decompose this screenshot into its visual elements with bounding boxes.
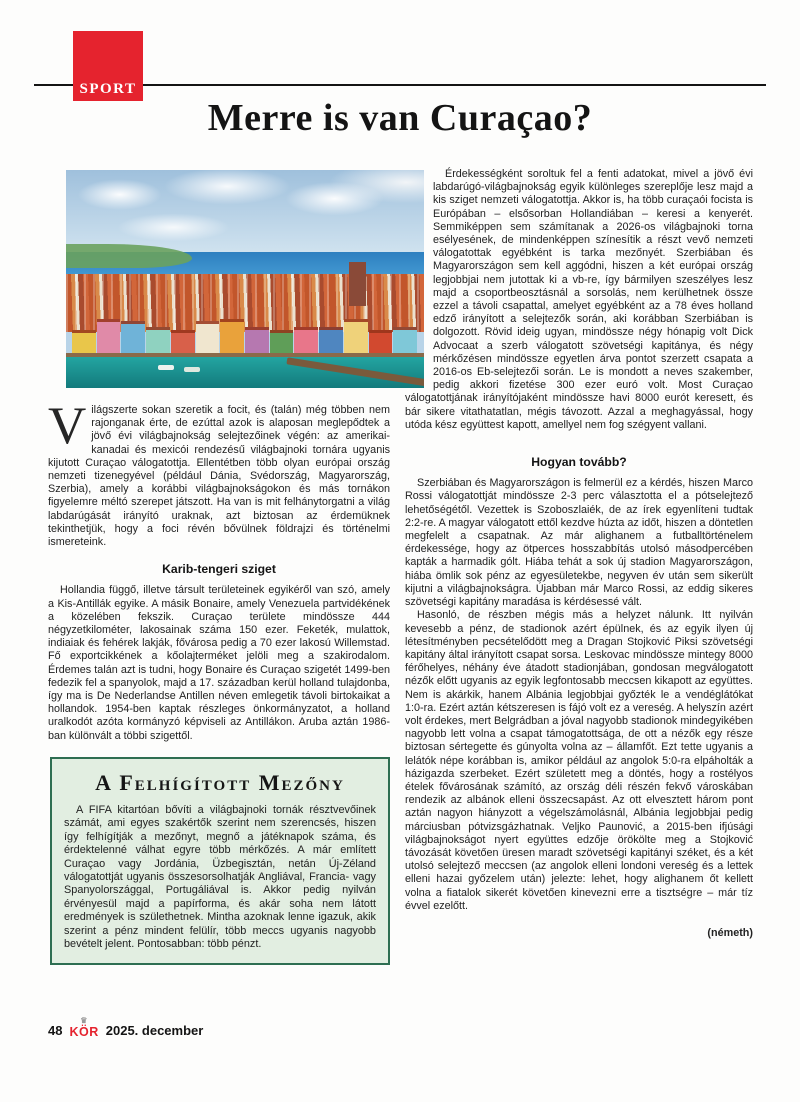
header-rule [34,84,766,86]
page-number: 48 [48,1022,63,1038]
page-footer [48,1016,204,1039]
curacao-photo [66,170,424,388]
kor-logo-text: KÖR [69,1025,99,1039]
sidebar-box [50,757,390,966]
intro-paragraph [48,397,390,549]
left-column [48,397,390,965]
kor-magazine-logo [69,1016,99,1039]
section-label: SPORT [79,81,137,97]
photo-sky [66,170,424,252]
photo-tower [349,262,366,306]
section-tab [73,31,143,101]
intro-text: ilágszerte sokan szeretik a focit, és (talán) még többen nem rajonganak érte, de ezúttal azok is alaposan meglepődtek a jövő évi világbajnokság selejtezőinek végén: az amerikai-kanadai és mexicói rendezésű világbajnoki tornára ugyanis kijutott Curaçao válogatottja. Ellentétben több olyan európai ország nemzeti tizenegyével (például Dánia, Svédország, Magyarország, Szerbia), amely a korábbi világbajnokságokon és más tornákon figyelemre méltó szerepet játszott. Ha van is mit felhánytorgatni a világ labdarúgását irányító uraknak, azt biztosan az érdemüknek tekinthetjük, hogy a foci révén bővülnek földrajzi és történelmi ismereteink. [48,404,390,549]
sidebar-box-title: A Felhígított Mezőny [95,769,345,795]
page-title: Merre is van Curaçao? [207,97,593,139]
subhead-karib: Karib-tengeri sziget [162,562,276,577]
right-column [405,168,753,940]
sidebar-box-body: A FIFA kitartóan bővíti a világbajnoki tornák résztvevőinek számát, ami egyes szakértők szerint nem szerencsés, hiszen így felhígítják a mezőnyt, megnő a játéknapok száma, és érdektelenné válhat egyre több mérkőzés. A már említett Curaçao vagy Jordánia, Üzbegisztán, netán Új-Zéland válogatottját ugyanis összesorsolhatják Angliával, Francia- vagy Spanyolországgal, Portugáliával is. Akkor pedig nyilván érvényesül majd a papírforma, és akár soha nem látott eredmények is születhetnek. Mintha azoknak lenne igazuk, akik szerint a pénz mindent felülír, több meccs ugyanis nagyobb bevételt jelent. Pontosabban: több pénzt. [64,803,376,951]
photo-wrap-spacer [405,168,433,392]
right-paragraph-3: Hasonló, de részben mégis más a helyzet nálunk. Itt nyilván kevesebb a pénz, de stadionok azért épülnek, és az egyik ilyen új létesítményben pecsételődött meg a Dragan Stojković Piksi szövetségi kapitány által irányított csapat sorsa. Leskovac mindössze mintegy 8000 férőhelyes, néhány éve átadott stadionjában, gondosan megválogatott nézők előtt ugyanis az egyik legfontosabb meccsen kikapott az együttes. Nem is akárkik, hanem Albánia legjobbjai győzték le a vendéglátókat 1:0-ra. Ezért aztán kétszeresen is fájó volt ez a vereség. A helyszín azért volt érdekes, mert Belgrádban a jóval nagyobb stadionok mindegyikében nagyobb lett volna a csapat támogatottsága, de ott a nézők egy része biztosan sértegette és gúnyolta volna az – államfőt. Ezt tette ugyanis a lelátók népe korábban is, amikor például az angolok 5:0-ra elpáholták a házigazda szerbeket. Ezért született meg a döntés, hogy a rostélyos ételek fővárosának számító, az ország déli részén fekvő városkában rendezik az albánok elleni összecsapást. Az ott elvesztett három pont aztán nagyon hiányzott a végelszámolásnál, Albánia legjobbjai pedig márciusban pótvizsgázhatnak. Veljko Paunović, a 2015-ben ifjúsági világbajnokságot nyert együttes edzője örökölte meg a Stojković távozását követően üresen maradt szövetségi kapitányi széket, és a két utolsó selejtező meccsen (az angolok elleni londoni vereség és a lettek elleni hazai győzelem után) jelezte: lehet, hogy alighanem őt kellett volna a fiatalok sikerét követően kinevezni erre a tisztségre – már tíz évvel ezelőtt. [405,609,753,912]
right-paragraph-2: Szerbiában és Magyarországon is felmerül ez a kérdés, hiszen Marco Rossi válogatottját mindössze 2-3 perc választotta el a pótselejtező lehetőségétől. Vezettek is Szoboszlaiék, de az írek egyenlíteni tudtak 2:2-re. A magyar válogatott ettől kezdve húzta az időt, hiszen a döntetlen megfelelt a csapatnak. Az már alighanem a futballtörténelem érdekessége, hogy az ötperces hosszabbítás utolsó másodpercében kapták a harmadik gólt. Hiába tehát a sok új stadion Magyarországon, hiába ömlik sok pénz az egyesületekbe, negyven év után sem sikerült kijutni a világbajnokságra. Újabban már Marco Rossi, az eddig sikeres szövetségi kapitány maradása is kérdésessé vált. [405,477,753,609]
right-paragraph-1: Érdekességként soroltuk fel a fenti adatokat, mivel a jövő évi labdarúgó-világbajnokság egyik különleges szereplője lesz majd a kis sziget nemzeti válogatottja. Akkor is, ha több curaçaói focista is Európában – elsősorban Hollandiában – keresi a kenyerét. Semmiképpen sem számítanak a 2026-os világbajnoki torna esélyesének, de mindenképpen színesítik a részt vevő nemzeti válogatottak egyébként is tarka mezőnyét. Szerbiában és Magyarországon sem kell aggódni, hiszen a két európai ország legjobbjai nem jutottak ki a vb-re, így bármilyen szeszélyes lesz majd a csoportbeosztásnál a sorsolás, nem kerülhetnek össze ezzel a távoli csapattal, amelyet egyébként az a 78 éves holland edző irányított a selejtezők során, aki korábban Szerbiában is dolgozott. Rövid ideig ugyan, mindössze négy hónapig volt Dick Advocaat a szerb válogatott szövetségi kapitánya, és négy mérkőzésen mindössze egyetlen árva pontot szerzett csapata a 2016-os Eb-selejtezői során. Le is mondott a neves szakember, pedig akkori fizetése 300 ezer euró volt. Most Curaçao válogatottjának irányítójaként mindössze havi 8000 eurót keresett, és bár sikere vitathatatlan, mégis távozott. Azzal a meghagyással, hogy utóda kész együttest kapott, amellyel nem fog szégyent vallani. [405,168,753,431]
issue-date: 2025. december [105,1022,204,1038]
drop-cap: V [48,397,87,455]
photo-buildings [72,320,418,354]
byline: (németh) [707,926,753,939]
photo-boat [158,365,174,370]
karib-paragraph: Hollandia függő, illetve társult területeinek egyikéről van szó, amely a Kis-Antillák egyike. A másik Bonaire, amely Venezuela partvidékének a közelében fekszik. Curaçao területe mindössze 444 négyzetkilométer, lakosainak száma 150 ezer. Feketék, mulattok, indiaiak és fehérek lakják, fővárosa pedig a 70 ezer lakosú Willemstad. Fő exportcikkének a kőolajterméket jelöli meg a szakirodalom. Érdemes talán azt is tudni, hogy Bonaire és Curaçao szigetét 1499-ben fedezik fel a spanyolok, majd a 17. században kerül holland tulajdonba, így ma is De Nederlandse Antillen néven emlegetik távoli birtokaikat a hollandok. 1954-ben kaptak részleges önkormányzatot, a holland uralkodót azóta kormányzó képviseli az Antillákon. Aruba aztán 1986-ban különvált a többi szigettől. [48,584,390,742]
crown-icon: ♛ [80,1016,88,1025]
subhead-hogyan: Hogyan tovább? [531,455,627,470]
